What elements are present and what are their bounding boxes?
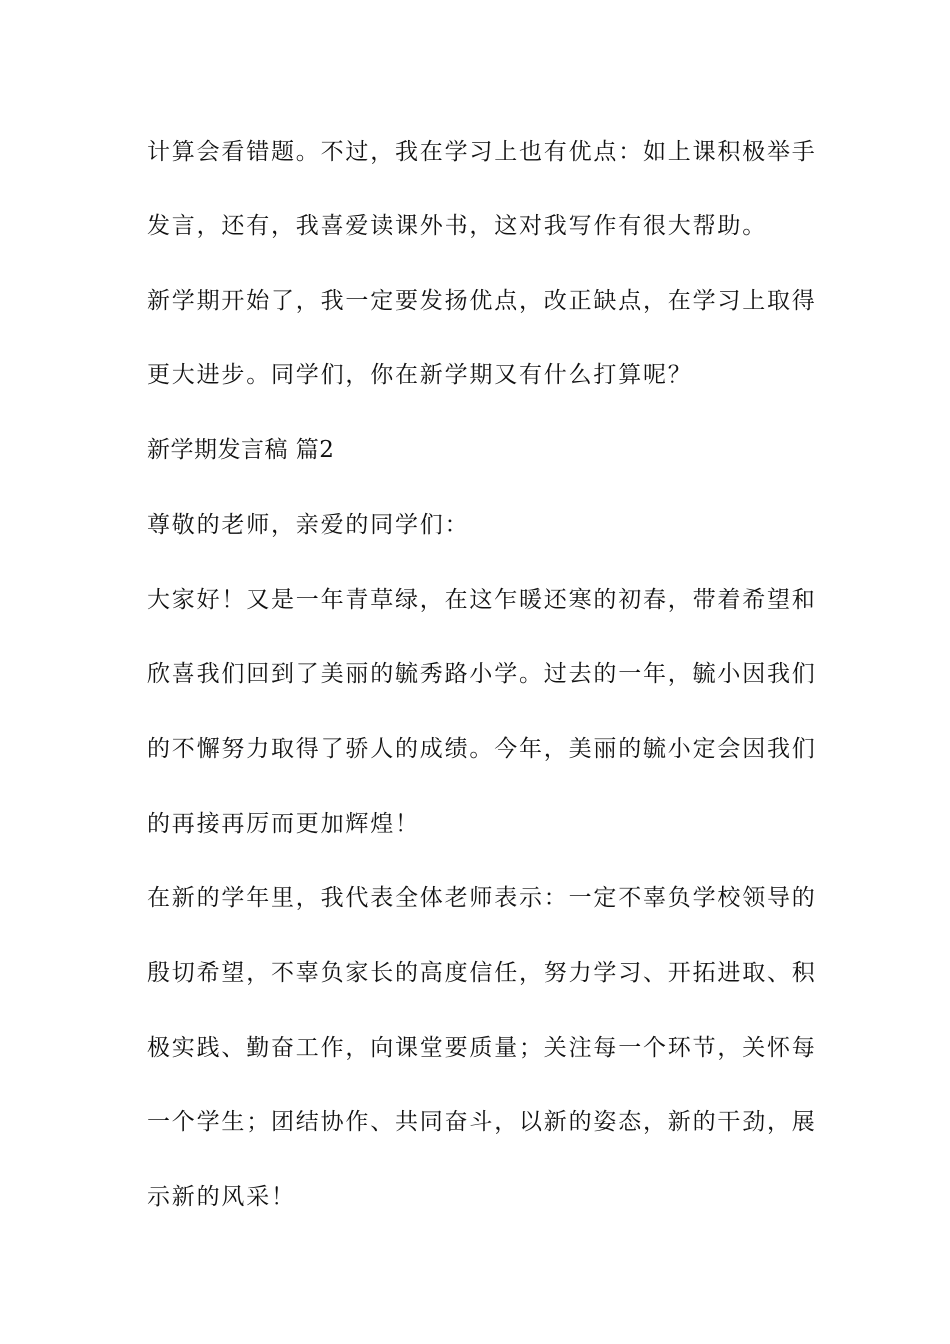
text-line: 在新的学年里，我代表全体老师表示：一定不辜负学校领导的: [147, 885, 817, 911]
section-heading: 新学期发言稿 篇2: [147, 437, 335, 463]
text-line: 殷切希望，不辜负家长的高度信任，努力学习、开拓进取、积: [147, 960, 817, 986]
text-line: 发言，还有，我喜爱读课外书，这对我写作有很大帮助。: [147, 213, 767, 239]
text-line: 大家好！又是一年青草绿，在这乍暖还寒的初春，带着希望和: [147, 587, 817, 613]
salutation: 尊敬的老师，亲爱的同学们：: [147, 512, 470, 538]
text-line: 更大进步。同学们，你在新学期又有什么打算呢？: [147, 362, 693, 388]
text-line: 示新的风采！: [147, 1184, 296, 1210]
text-line: 的不懈努力取得了骄人的成绩。今年，美丽的毓小定会因我们: [147, 736, 817, 762]
text-line: 新学期开始了，我一定要发扬优点，改正缺点，在学习上取得: [147, 288, 817, 314]
text-line: 计算会看错题。不过，我在学习上也有优点：如上课积极举手: [147, 139, 817, 165]
text-line: 极实践、勤奋工作，向课堂要质量；关注每一个环节，关怀每: [147, 1035, 817, 1061]
text-line: 一个学生；团结协作、共同奋斗，以新的姿态，新的干劲，展: [147, 1109, 817, 1135]
text-line: 欣喜我们回到了美丽的毓秀路小学。过去的一年，毓小因我们: [147, 661, 817, 687]
text-line: 的再接再厉而更加辉煌！: [147, 811, 420, 837]
